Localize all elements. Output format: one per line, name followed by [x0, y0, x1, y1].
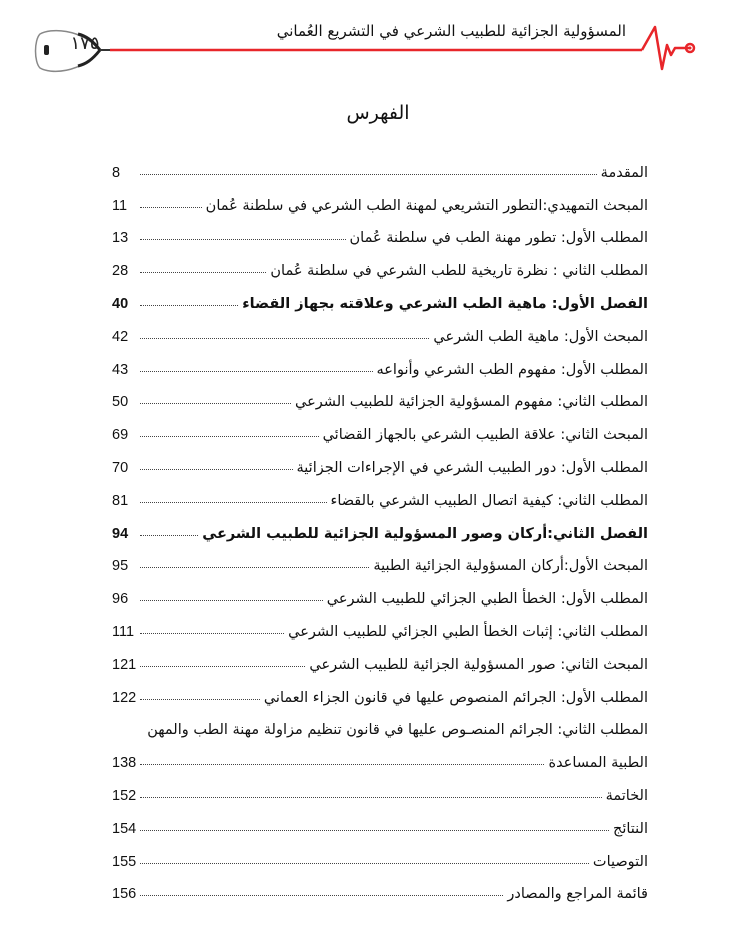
toc-entry-label: الخاتمة: [605, 787, 648, 804]
dot-leader: [140, 894, 503, 896]
toc-entry[interactable]: [112, 246, 648, 279]
toc-entry-page: 70: [112, 459, 129, 476]
toc-entry-page: 94: [112, 525, 129, 542]
dot-leader: [140, 468, 293, 470]
toc-entry-page: 155: [112, 853, 137, 870]
toc-entry[interactable]: [112, 673, 648, 706]
dot-leader: [140, 337, 429, 339]
toc-entry[interactable]: [112, 345, 648, 378]
toc-entry-page: 50: [112, 394, 129, 411]
dot-leader: [140, 698, 260, 700]
toc-entry-label: المطلب الثاني: كيفية اتصال الطبيب الشرعي بالقضاء: [330, 492, 648, 509]
toc-entry-label: النتائج: [612, 820, 648, 837]
toc-entry-page: 122: [112, 689, 137, 706]
page-header: [0, 0, 756, 80]
toc-entry-label: المطلب الأول: تطور مهنة الطب في سلطنة عُمان: [349, 230, 648, 247]
toc-entry[interactable]: [112, 181, 648, 214]
toc-entry-page: 13: [112, 230, 129, 247]
toc-entry-label: قائمة المراجع والمصادر: [507, 886, 648, 903]
toc-entry[interactable]: [112, 771, 648, 804]
toc-entry-page: 69: [112, 427, 129, 444]
toc-entry-label: المطلب الثاني : نظرة تاريخية للطب الشرعي في سلطنة عُمان: [270, 263, 648, 280]
dot-leader: [140, 862, 589, 864]
toc-title: الفهرس: [346, 102, 410, 124]
dot-leader: [140, 304, 238, 306]
toc-entry[interactable]: [112, 509, 648, 542]
dot-leader: [140, 402, 291, 404]
toc-entry-page: 138: [112, 755, 137, 772]
dot-leader: [140, 763, 544, 765]
toc-entry-label: المبحث الأول: ماهية الطب الشرعي: [433, 328, 648, 345]
toc-entry-page: 43: [112, 361, 129, 378]
toc-entry-label: المبحث الثاني: صور المسؤولية الجزائية للطبيب الشرعي: [309, 656, 648, 673]
toc-entry[interactable]: [112, 214, 648, 247]
toc-entry-label: المطلب الثاني: إثبات الخطأ الطبي الجزائي للطبيب الشرعي: [288, 623, 648, 640]
stethoscope-heartbeat-ornament: [0, 0, 756, 80]
toc-entry[interactable]: [112, 574, 648, 607]
dot-leader: [140, 632, 284, 634]
toc-entry[interactable]: [112, 148, 648, 181]
dot-leader: [140, 566, 369, 568]
toc-entry-label: المطلب الثاني: مفهوم المسؤولية الجزائية للطبيب الشرعي: [295, 394, 648, 411]
toc-entry-page: 11: [112, 197, 128, 214]
toc-entry[interactable]: [112, 476, 648, 509]
running-title: المسؤولية الجزائية للطبيب الشرعي في التشريع العُماني: [276, 22, 626, 40]
toc-entry-label: المطلب الأول: مفهوم الطب الشرعي وأنواعه: [376, 361, 648, 378]
toc-entry[interactable]: [112, 312, 648, 345]
toc-entry[interactable]: [112, 706, 648, 739]
toc-entry-label: المبحث الثاني: علاقة الطبيب الشرعي بالجهاز القضائي: [322, 427, 648, 444]
toc-entry-page: 96: [112, 591, 129, 608]
dot-leader: [140, 435, 319, 437]
toc-entry[interactable]: [112, 279, 648, 312]
toc-entry[interactable]: [112, 607, 648, 640]
toc-entry[interactable]: [112, 542, 648, 575]
dot-leader: [140, 665, 305, 667]
toc-entry-label: الطبية المساعدة: [548, 755, 648, 772]
dot-leader: [140, 599, 323, 601]
toc-entry-label: المطلب الأول: الجرائم المنصوص عليها في قانون الجزاء العماني: [263, 689, 648, 706]
dot-leader: [140, 501, 327, 503]
toc-entry[interactable]: [112, 870, 648, 903]
toc-entry-page: 154: [112, 820, 137, 837]
dot-leader: [140, 206, 202, 208]
toc-entry-page: 152: [112, 787, 137, 804]
toc-entry[interactable]: [112, 443, 648, 476]
toc-entry-label: المطلب الأول: دور الطبيب الشرعي في الإجراءات الجزائية: [296, 459, 648, 476]
toc-entry[interactable]: [112, 837, 648, 870]
toc-entry-page: 8: [112, 164, 121, 181]
toc-entry-page: 121: [112, 656, 137, 673]
toc-entry-page: 81: [112, 492, 129, 509]
toc-entry-page: 40: [112, 295, 129, 312]
toc-entry[interactable]: [112, 410, 648, 443]
dot-leader: [140, 370, 373, 372]
toc-entry[interactable]: [112, 738, 648, 771]
dot-leader: [140, 534, 198, 536]
dot-leader: [140, 271, 266, 273]
toc-entry-page: 28: [112, 263, 129, 280]
toc-entry[interactable]: [112, 804, 648, 837]
dot-leader: [140, 829, 609, 831]
toc-entry-label: المطلب الأول: الخطأ الطبي الجزائي للطبيب الشرعي: [326, 591, 648, 608]
toc-entry-page: 156: [112, 886, 137, 903]
toc-entry[interactable]: [112, 640, 648, 673]
toc-entry-label: المبحث الأول:أركان المسؤولية الجزائية الطبية: [373, 558, 648, 575]
toc-entry-page: 95: [112, 558, 129, 575]
dot-leader: [140, 796, 602, 798]
page-number: ١٧٥: [70, 33, 100, 54]
dot-leader: [140, 238, 346, 240]
toc-entry-page: 111: [112, 623, 135, 640]
dot-leader: [140, 173, 597, 175]
table-of-contents: [112, 148, 648, 902]
toc-entry-label: المقدمة: [600, 164, 648, 181]
toc-entry-page: 42: [112, 328, 129, 345]
toc-entry[interactable]: [112, 378, 648, 411]
toc-entry-label: المبحث التمهيدي:التطور التشريعي لمهنة الطب الشرعي في سلطنة عُمان: [205, 197, 648, 214]
toc-entry-label: الفصل الأول: ماهية الطب الشرعي وعلاقته بجهاز القضاء: [242, 295, 648, 312]
toc-entry-label: التوصيات: [592, 853, 648, 870]
toc-entry-label: الفصل الثاني:أركان وصور المسؤولية الجزائية للطبيب الشرعي: [202, 525, 648, 542]
toc-entry-label: المطلب الثاني: الجرائم المنصـوص عليها في قانون تنظيم مزاولة مهنة الطب والمهن: [147, 722, 648, 739]
